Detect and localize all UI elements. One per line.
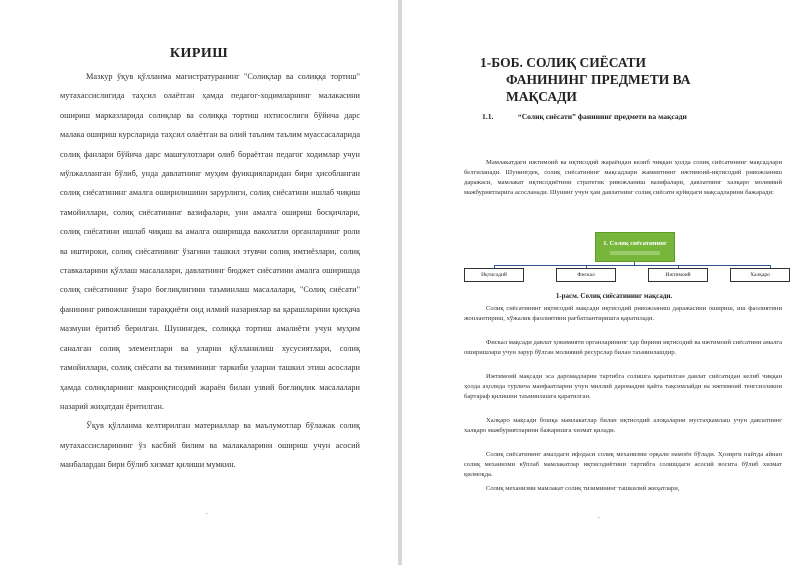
figure-caption: 1-расм. Солиқ сиёсатининг мақсади. — [555, 292, 673, 300]
paragraph: Ўқув қўлланма келтирилган материаллар ва маълумотлар бўлажак солиқ мутахассисларининг ўз касбий билим ва малакаларини ошириш учун асосий манбалардан бири бўлиб хизмат қилиши мумкин. — [60, 421, 360, 470]
diagram-box-economic: Иқтисодий — [464, 268, 524, 282]
diagram-box-international: Халқаро — [730, 268, 790, 282]
section-heading — [482, 112, 782, 121]
diagram-root-subbar — [610, 251, 660, 255]
paragraph: Ижтимоий мақсади эса даромадларни тартибга солишга қаратилган давлат сиёсатидан келиб чиққан ҳолда аҳолида турлича манфаатларни учун миллий даромадни қайта тақсимлайди ва ижтимоий тенгсизликни бартараф қилишни таъминлашга қаратилган. — [464, 373, 782, 400]
diagram-root-box — [595, 232, 675, 262]
paragraph: Солиқ сиёсатининг амалдаги ифодаси солиқ механизми орқали намоён бўлади. Ҳозирги пайтда айнан солиқ механизми кўплаб мамлакатлар иқтисодиётини тартибга солишдаги асосий восита бўлиб хизмат қилмоқда. — [464, 451, 782, 478]
chapter-title — [480, 54, 780, 105]
page-title: КИРИШ — [169, 46, 229, 61]
chapter-title-line: ФАНИНИНГ ПРЕДМЕТИ ВА — [506, 72, 691, 87]
introduction-text — [60, 67, 360, 475]
chapter-title-line: МАҚСАДИ — [506, 89, 577, 104]
goals-diagram — [460, 232, 790, 292]
paragraph: Халқаро мақсади бошқа мамлакатлар билан иқтисодий алоқаларни мустаҳкамлаш учун давлатнинг халқаро мажбуриятларини бажаришга хизмат қилади. — [464, 417, 782, 434]
paragraph: Мамлакатдаги ижтимоий ва иқтисодий жараёндан келиб чиққан ҳолда солиқ сиёсатининг мақсадлари белгиланади. Шунингдек, солиқ сиёсатининг мақсадлари жамиятнинг ижтимоий-иқтисодий ривожланиш даражаси, мамлакат иқтисодиётини стратегик ривожланиш вазифалари, давлатнинг халқаро молиявий мажбуриятларига асосланади. Шунинг учун ҳам давлатнинг солиқ сиёсати қуйидаги мақсадларини бажаради: — [464, 159, 782, 196]
page-number: . — [598, 512, 600, 520]
diagram-connector — [494, 265, 770, 266]
section-title: “Солиқ сиёсати” фанининг предмети ва мақсади — [517, 112, 687, 121]
paragraph: Солиқ сиёсатининг иқтисодий мақсади иқтисодий ривожланиш даражасини ошириш, иш фаолиятини жонлантириш, хўжалик фаолиятини рағбатлантиришга қаратилади. — [464, 305, 782, 322]
paragraph: Фискал мақсади давлат ҳокимияти органларининг ҳар бирини иқтисодий ва ижтимоий сиёсатини амалга оширишлари учун зарур бўлган молиявий ресурслар билан таъминлашдир. — [464, 339, 782, 356]
left-page — [0, 0, 398, 565]
right-page — [402, 0, 800, 565]
diagram-box-social: Ижтимоий — [648, 268, 708, 282]
paragraph: Мазкур ўқув қўлланма магистратуранинг "Солиқлар ва солиққа тортиш" мутахассислигида таҳсил олаётган ҳамда педагог-ходимларнинг малакасини ошириш марказларида солиқлар ва солиққа тортиш ихтисослиги бўйича дарс малака ошириш курсларида таҳсил олаётган ва олий таълим таълим муассасаларида солиқ фанлари бўйича дарс машғулотлари олиб бораётган педагог ходимлар учун мўлжалланган бўлиб, унда давлатнинг муҳим функцияларидан бири ҳисобланган солиқ сиёсатининг амалга оширилишини зарурлиги, солиқ сиёсатини ишлаб чиқиш тамойиллари, солиқ сиёсатининг вазифалари, уни амалга ошириш босқичлари, солиқ сиёсатини ишлаб чиқиш ва амалга оширишда ваколатли органларнинг роли ва иштироки, солиқ сиёсатининг ўзагини ташкил этувчи солиқ имтиёзлари, солиқ ставкаларини қўллаш масалалари, давлатнинг бюджет сиёсатини амалга оширишда солиқ сиёсатининг ўзаро боғлиқлигини таъминлаш масалалари, "Солиқ сиёсати" фанининг ривожланиши тараққиёти онд илмий назариялар ва қарашларини қисқача мазмуни ёритиб берилган. Шунингдек, солиққа тортиш амалиёти учун муҳим саналган солиқ элементлари ва уларни қўлланилиш хусусиятлари, солиқ тамойиллари, солиқ сиёсати ва тизимининг таркиби уларни ташкил этиш асослари ҳамда солиқларнинг макроиқтисодий жараён билан узвий боғлиқлик масалалари назарий жиҳатдан ёритилган. — [60, 72, 360, 411]
section-number: 1.1. — [482, 112, 494, 121]
paragraph: Солиқ механизми мамлакат солиқ тизимининг ташкилий жиҳатлари, — [486, 485, 680, 492]
page-number: . — [206, 508, 208, 516]
diagram-root-label: 1. Солиқ сиёсатининг — [603, 240, 667, 247]
diagram-box-fiscal: Фискал — [556, 268, 616, 282]
chapter-title-line: 1-БОБ. СОЛИҚ СИЁСАТИ — [480, 55, 646, 70]
